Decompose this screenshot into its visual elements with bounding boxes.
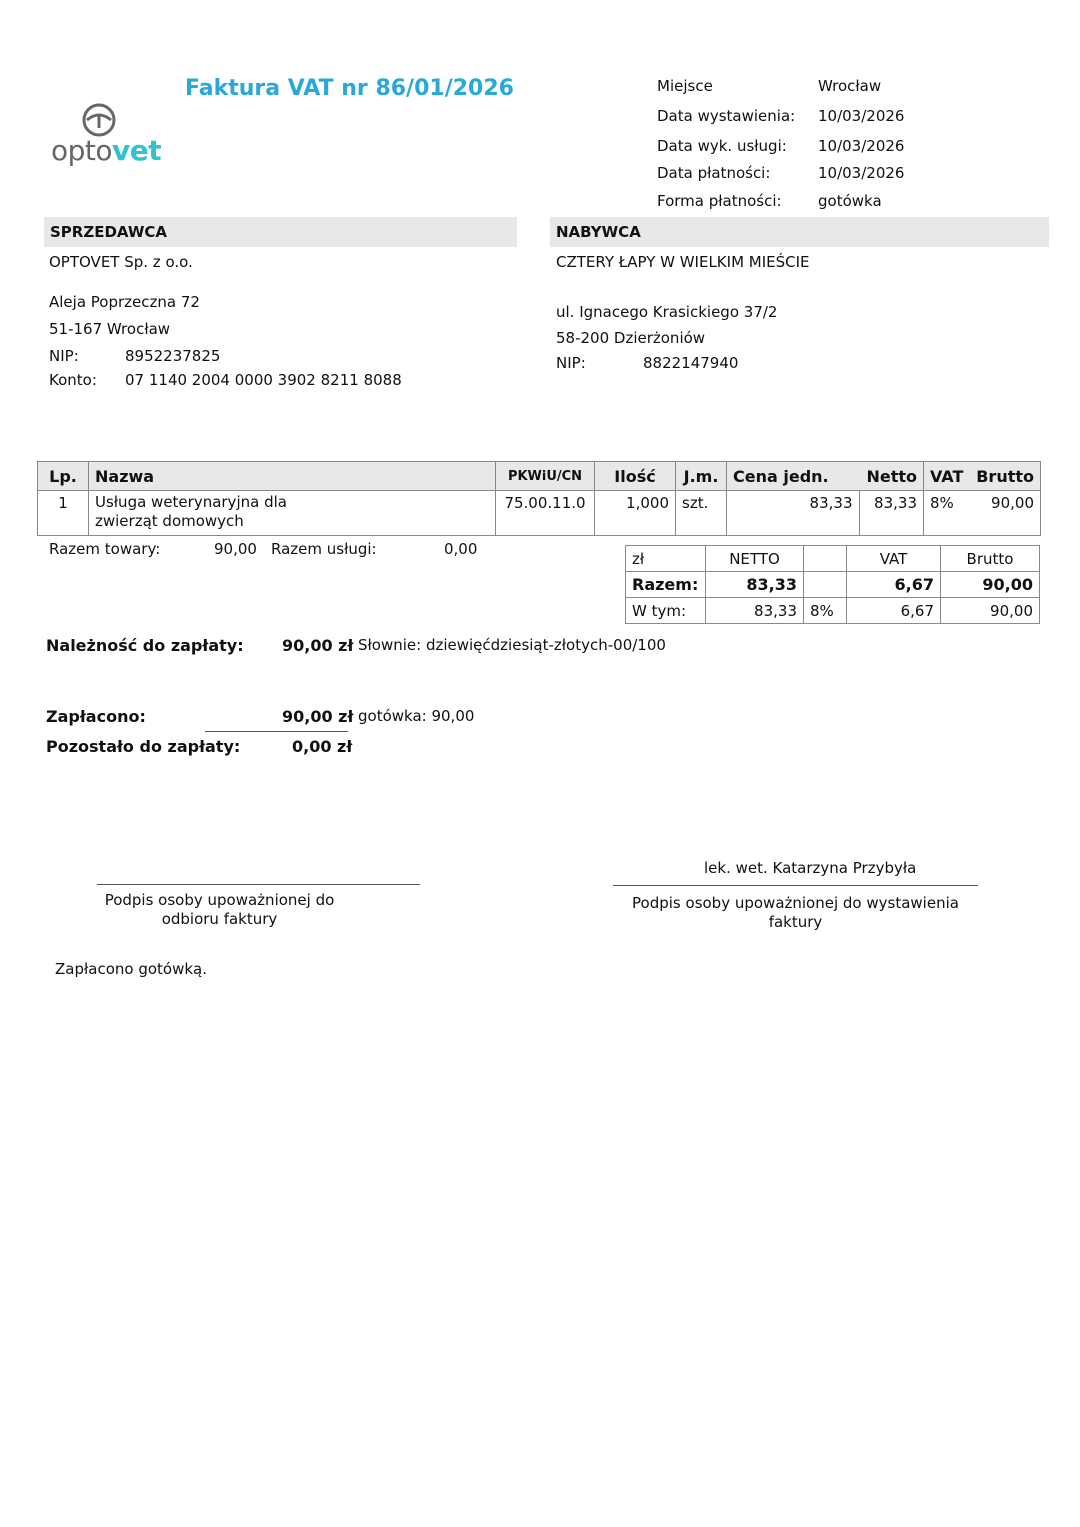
- summary-header-currency: zł: [626, 546, 706, 572]
- amount-due-label: Należność do zapłaty:: [46, 636, 244, 655]
- cell-name-line2: zwierząt domowych: [95, 512, 244, 530]
- meta-value-payment-form: gotówka: [818, 192, 882, 210]
- issuer-caption-line2: faktury: [768, 913, 823, 931]
- seller-street: Aleja Poprzeczna 72: [49, 293, 200, 311]
- issuer-signature-caption: [613, 894, 978, 932]
- paid-detail: gotówka: 90,00: [358, 707, 475, 725]
- items-table-header: [38, 462, 1041, 491]
- summary-total-rate: [804, 572, 847, 598]
- summary-header-gross: Brutto: [941, 546, 1040, 572]
- cell-name: [89, 491, 496, 536]
- summary-total-net: 83,33: [706, 572, 804, 598]
- amount-due-value: 90,00 zł: [282, 636, 354, 655]
- summary-of-which-label: W tym:: [626, 598, 706, 624]
- eye-logo-icon: [81, 102, 121, 138]
- amount-in-words: Słownie: dziewięćdziesiąt-złotych-00/100: [358, 636, 666, 654]
- col-header-unit-price: Cena jedn.: [727, 462, 860, 491]
- col-header-unit: J.m.: [676, 462, 727, 491]
- summary-header-rate: [804, 546, 847, 572]
- paid-value: 90,00 zł: [282, 707, 354, 726]
- receiver-signature-line: [97, 884, 420, 885]
- cell-lp: 1: [38, 491, 89, 536]
- buyer-name: CZTERY ŁAPY W WIELKIM MIEŚCIE: [556, 253, 810, 271]
- meta-label-payment-date: Data płatności:: [657, 164, 771, 182]
- vat-summary-table: [625, 545, 1040, 624]
- summary-of-which-net: 83,33: [706, 598, 804, 624]
- summary-of-which-row: [626, 598, 1040, 624]
- buyer-heading: NABYWCA: [550, 217, 1049, 247]
- cell-net: 83,33: [859, 491, 924, 536]
- meta-label-payment-form: Forma płatności:: [657, 192, 782, 210]
- cell-gross: 90,00: [969, 491, 1040, 536]
- seller-nip-label: NIP:: [49, 347, 79, 365]
- receiver-signature-caption: [97, 891, 342, 929]
- col-header-qty: Ilość: [595, 462, 676, 491]
- meta-value-service-date: 10/03/2026: [818, 137, 905, 155]
- summary-header-vat: VAT: [847, 546, 941, 572]
- cell-vat: 8%: [924, 491, 970, 536]
- company-logo: [48, 98, 162, 168]
- buyer-city: 58-200 Dzierżoniów: [556, 329, 706, 347]
- meta-value-issue-date: 10/03/2026: [818, 107, 905, 125]
- col-header-lp: Lp.: [38, 462, 89, 491]
- buyer-street: ul. Ignacego Krasickiego 37/2: [556, 303, 778, 321]
- services-total-value: 0,00: [444, 540, 478, 558]
- issuer-caption-line1: Podpis osoby upoważnionej do wystawienia: [632, 894, 959, 912]
- cell-qty: 1,000: [595, 491, 676, 536]
- remaining-label: Pozostało do zapłaty:: [46, 737, 241, 756]
- seller-account: 07 1140 2004 0000 3902 8211 8088: [125, 371, 402, 389]
- summary-of-which-rate: 8%: [804, 598, 847, 624]
- remaining-value: 0,00 zł: [292, 737, 353, 756]
- seller-heading: SPRZEDAWCA: [44, 217, 517, 247]
- summary-total-vat: 6,67: [847, 572, 941, 598]
- summary-of-which-gross: 90,00: [941, 598, 1040, 624]
- meta-value-place: Wrocław: [818, 77, 882, 95]
- services-total-label: Razem usługi:: [271, 540, 377, 558]
- paid-divider: [205, 731, 348, 732]
- issuer-signature-line: [613, 885, 978, 886]
- paid-label: Zapłacono:: [46, 707, 146, 726]
- col-header-gross: Brutto: [969, 462, 1040, 491]
- goods-total-label: Razem towary:: [49, 540, 161, 558]
- receiver-caption-line2: odbioru faktury: [161, 910, 278, 928]
- summary-total-row: [626, 572, 1040, 598]
- cell-unit-price: 83,33: [727, 491, 860, 536]
- receiver-caption-line1: Podpis osoby upoważnionej do: [104, 891, 335, 909]
- payment-note: Zapłacono gotówką.: [55, 960, 207, 978]
- buyer-nip-label: NIP:: [556, 354, 586, 372]
- summary-header-row: [626, 546, 1040, 572]
- seller-city: 51-167 Wrocław: [49, 320, 171, 338]
- summary-total-gross: 90,00: [941, 572, 1040, 598]
- logo-wordmark: optovet: [51, 134, 162, 167]
- meta-label-issue-date: Data wystawienia:: [657, 107, 796, 125]
- meta-label-service-date: Data wyk. usługi:: [657, 137, 787, 155]
- goods-total-value: 90,00: [214, 540, 257, 558]
- cell-pkwiu: 75.00.11.0: [496, 491, 595, 536]
- seller-nip: 8952237825: [125, 347, 221, 365]
- summary-of-which-vat: 6,67: [847, 598, 941, 624]
- table-row: [38, 491, 1041, 536]
- items-table: [37, 461, 1041, 536]
- summary-total-label: Razem:: [626, 572, 706, 598]
- meta-value-payment-date: 10/03/2026: [818, 164, 905, 182]
- seller-name: OPTOVET Sp. z o.o.: [49, 253, 193, 271]
- seller-account-label: Konto:: [49, 371, 97, 389]
- summary-header-net: NETTO: [706, 546, 804, 572]
- buyer-nip: 8822147940: [643, 354, 739, 372]
- col-header-pkwiu: PKWiU/CN: [496, 462, 595, 491]
- meta-label-place: Miejsce: [657, 77, 713, 95]
- col-header-net: Netto: [859, 462, 924, 491]
- invoice-title: Faktura VAT nr 86/01/2026: [185, 76, 514, 101]
- cell-unit: szt.: [676, 491, 727, 536]
- issuer-name: lek. wet. Katarzyna Przybyła: [704, 859, 917, 877]
- cell-name-line1: Usługa weterynaryjna dla: [95, 493, 287, 511]
- col-header-vat: VAT: [924, 462, 970, 491]
- col-header-name: Nazwa: [89, 462, 496, 491]
